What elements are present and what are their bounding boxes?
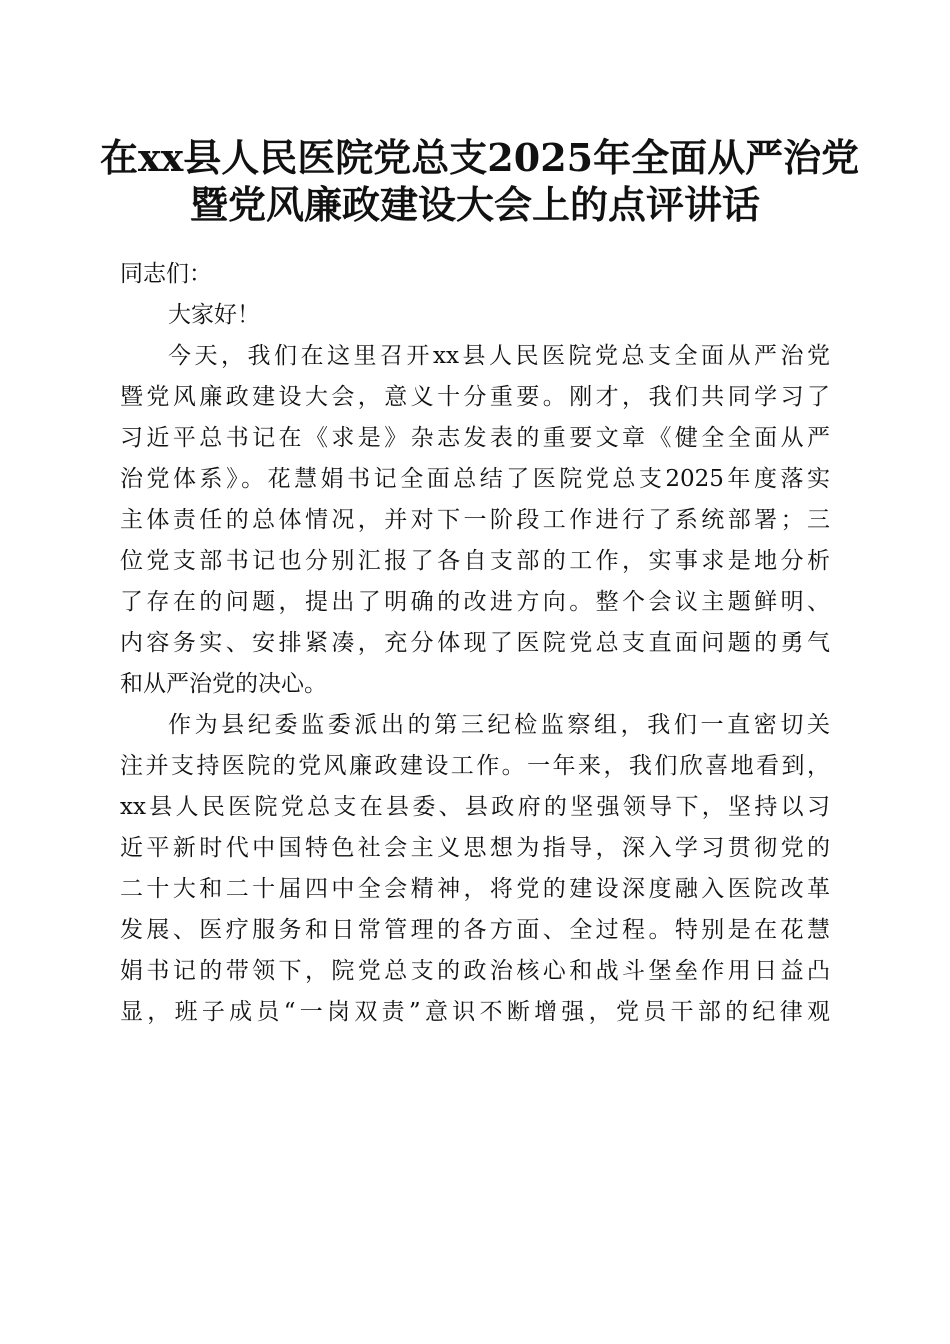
paragraph-2-line: 近平新时代中国特色社会主义思想为指导，深入学习贯彻党的: [120, 835, 830, 861]
paragraph-2-line: xx县人民医院党总支在县委、县政府的坚强领导下，坚持以习: [120, 794, 830, 820]
paragraph-2-line: 娟书记的带领下，院党总支的政治核心和战斗堡垒作用日益凸: [120, 958, 830, 984]
paragraph-2-line: 发展、医疗服务和日常管理的各方面、全过程。特别是在花慧: [120, 917, 830, 943]
paragraph-1-line: 了存在的问题，提出了明确的改进方向。整个会议主题鲜明、: [120, 589, 830, 615]
paragraph-1-line: 位党支部书记也分别汇报了各自支部的工作，实事求是地分析: [120, 548, 830, 574]
document-body: [120, 254, 830, 1033]
paragraph-1-line: 内容务实、安排紧凑，充分体现了医院党总支直面问题的勇气: [120, 630, 830, 656]
title-line-1: 在xx县人民医院党总支2025年全面从严治党: [100, 135, 860, 180]
paragraph-1-line: 和从严治党的决心。: [120, 671, 327, 697]
document-title: [100, 134, 860, 228]
paragraph-1-line: 习近平总书记在《求是》杂志发表的重要文章《健全全面从严: [120, 425, 830, 451]
paragraph-2-line: 二十大和二十届四中全会精神，将党的建设深度融入医院改革: [120, 876, 830, 902]
salutation: 同志们：: [120, 261, 212, 287]
paragraph-1-line: 暨党风廉政建设大会，意义十分重要。刚才，我们共同学习了: [120, 384, 830, 410]
title-line-2: 暨党风廉政建设大会上的点评讲话: [189, 182, 760, 227]
paragraph-1-line: 今天，我们在这里召开xx县人民医院党总支全面从严治党: [168, 343, 830, 369]
greeting: 大家好！: [168, 302, 260, 328]
paragraph-2-line: 注并支持医院的党风廉政建设工作。一年来，我们欣喜地看到，: [120, 753, 830, 779]
paragraph-2-line: 显，班子成员“一岗双责”意识不断增强，党员干部的纪律观: [120, 999, 830, 1025]
paragraph-2-line: 作为县纪委监委派出的第三纪检监察组，我们一直密切关: [168, 712, 830, 738]
paragraph-1-line: 治党体系》。花慧娟书记全面总结了医院党总支2025年度落实: [120, 466, 830, 492]
paragraph-1-line: 主体责任的总体情况，并对下一阶段工作进行了系统部署；三: [120, 507, 830, 533]
